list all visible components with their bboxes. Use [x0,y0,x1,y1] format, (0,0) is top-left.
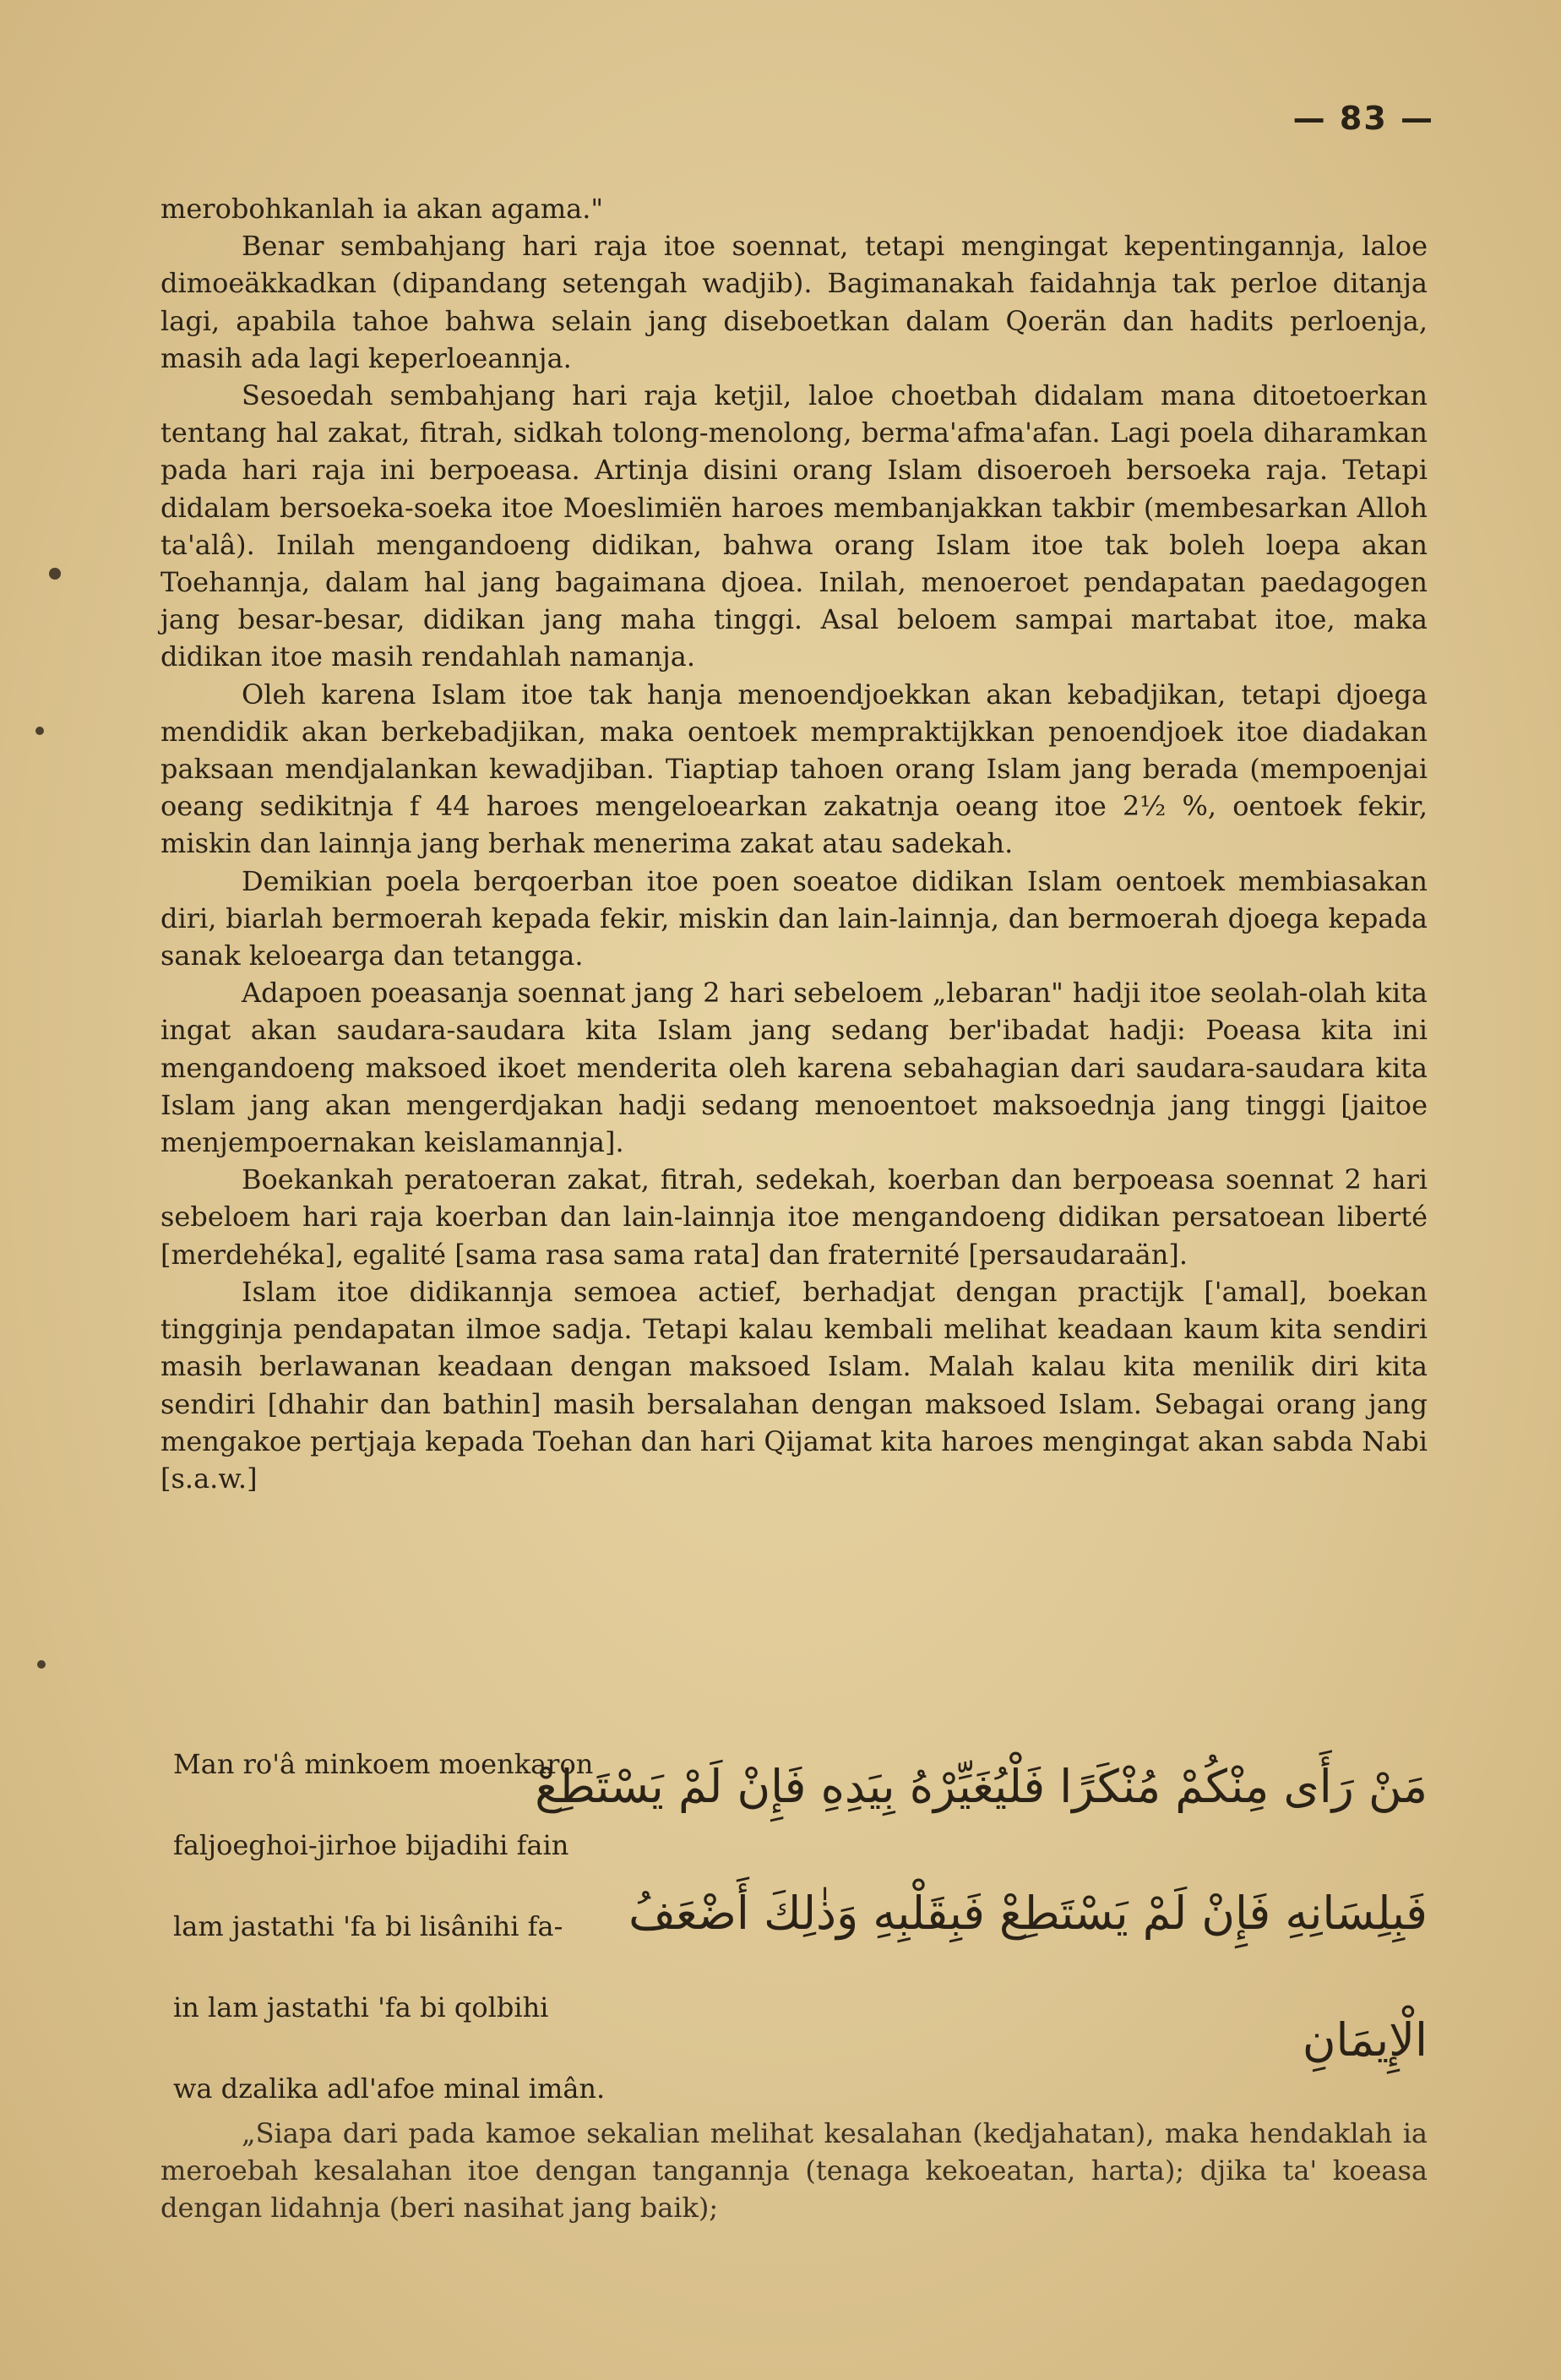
transliteration-line: lam jastathi 'fa bi lisânihi fa- [173,1910,563,1942]
transliteration-line: wa dzalika adl'afoe minal imân. [173,2072,606,2105]
paragraph-7: Boekankah peratoeran zakat, fitrah, sedekah, koerban dan berpoeasa soennat 2 hari sebeloem hari raja koerban dan lain-lainnja itoe mengandoeng didikan persatoean liberté [merdehéka], egalité [sama rasa sama rata] dan fraternité [persaudaraän]. [160,1163,1428,1271]
paragraph-3: Sesoedah sembahjang hari raja ketjil, laloe choetbah didalam mana ditoetoerkan tentang hal zakat, fitrah, sidkah tolong-menolong, berma'afma'afan. Lagi poela diharamkan pada hari raja ini berpoeasa. Artinja disini orang Islam disoeroeh bersoeka raja. Tetapi didalam bersoeka-soeka itoe Moeslimiën haroes membanjakkan takbir (membesarkan Alloh ta'alâ). Inilah mengandoeng didikan, bahwa orang Islam itoe tak boleh loepa akan Toehannja, dalam hal jang bagaimana djoea. Inilah, menoeroet pendapatan paedagogen jang besar-besar, didikan jang maha tinggi. Asal beloem sampai martabat itoe, maka didikan itoe masih rendahlah namanja. [160,379,1428,673]
margin-ink-mark [37,1660,46,1669]
transliteration-line: faljoeghoi-jirhoe bijadihi fain [173,1829,569,1861]
paragraph-6: Adapoen poeasanja soennat jang 2 hari sebeloem „lebaran" hadji itoe seolah-olah kita ingat akan saudara-saudara kita Islam jang sedang ber'ibadat hadji: Poeasa kita ini mengandoeng maksoed ikoet menderita oleh karena sebahagian dari saudara-saudara kita Islam jang akan mengerdjakan hadji sedang menoentoet maksoednja jang tinggi [jaitoe menjempoernakan keislamannja]. [160,977,1428,1159]
transliteration-line: Man ro'â minkoem moenkaron [173,1748,594,1780]
paragraph-4: Oleh karena Islam itoe tak hanja menoendjoekkan akan kebadjikan, tetapi djoega mendidik akan berkebadjikan, maka oentoek mempraktijkkan penoendjoek itoe diadakan paksaan mendjalankan kewadjiban. Tiaptiap tahoen orang Islam jang berada (mempoenjai oeang sedikitnja f 44 haroes mengeloearkan zakatnja oeang itoe 2½ %, oentoek fekir, miskin dan lainnja jang berhak menerima zakat atau sadekah. [160,678,1428,860]
margin-ink-mark [49,568,61,580]
paragraph-2: Benar sembahjang hari raja itoe soennat, tetapi mengingat kepentingannja, laloe dimoeäkkadkan (dipandang setengah wadjib). Bagimanakah faidahnja tak perloe ditanja lagi, apabila tahoe bahwa selain jang diseboetkan dalam Qoerän dan hadits perloenja, masih ada lagi keperloeannja. [160,230,1428,374]
page-number: — 83 — [1292,100,1434,137]
hadith-block [160,1724,1428,2112]
hadith-arabic [535,1724,1428,2104]
body-text [160,190,1428,1497]
translation-text: „Siapa dari pada kamoe sekalian melihat kesalahan (kedjahatan), maka hendaklah ia meroebah kesalahan itoe dengan tangannja (tenaga kekoeatan, harta); djika ta' koeasa dengan lidahnja (beri nasihat jang baik); [160,2117,1428,2225]
paragraph-5: Demikian poela berqoerban itoe poen soeatoe didikan Islam oentoek membiasakan diri, biarlah bermoerah kepada fekir, miskin dan lain-lainnja, dan bermoerah djoega kepada sanak keloearga dan tetangga. [160,864,1428,972]
hadith-translation [160,2115,1428,2227]
paragraph-1: merobohkanlah ia akan agama." [160,193,604,225]
arabic-line: مَنْ رَأَى مِنْكُمْ مُنْكَرًا فَلْيُغَيِّرْهُ بِيَدِهِ فَإِنْ لَمْ يَسْتَطِعْ [535,1760,1428,1813]
margin-ink-mark [35,727,44,735]
transliteration-line: in lam jastathi 'fa bi qolbihi [173,1991,549,2023]
arabic-line: الْإِيمَانِ [1302,2013,1428,2067]
arabic-line: فَبِلِسَانِهِ فَإِنْ لَمْ يَسْتَطِعْ فَبِقَلْبِهِ وَذٰلِكَ أَضْعَفُ [628,1887,1428,1940]
paragraph-8: Islam itoe didikannja semoea actief, berhadjat dengan practijk ['amal], boekan tingginja pendapatan ilmoe sadja. Tetapi kalau kembali melihat keadaan kaum kita sendiri masih berlawanan keadaan dengan maksoed Islam. Malah kalau kita menilik diri kita sendiri [dhahir dan bathin] masih bersalahan dengan maksoed Islam. Sebagai orang jang mengakoe pertjaja kepada Toehan dan hari Qijamat kita haroes mengingat akan sabda Nabi [s.a.w.] [160,1275,1428,1495]
